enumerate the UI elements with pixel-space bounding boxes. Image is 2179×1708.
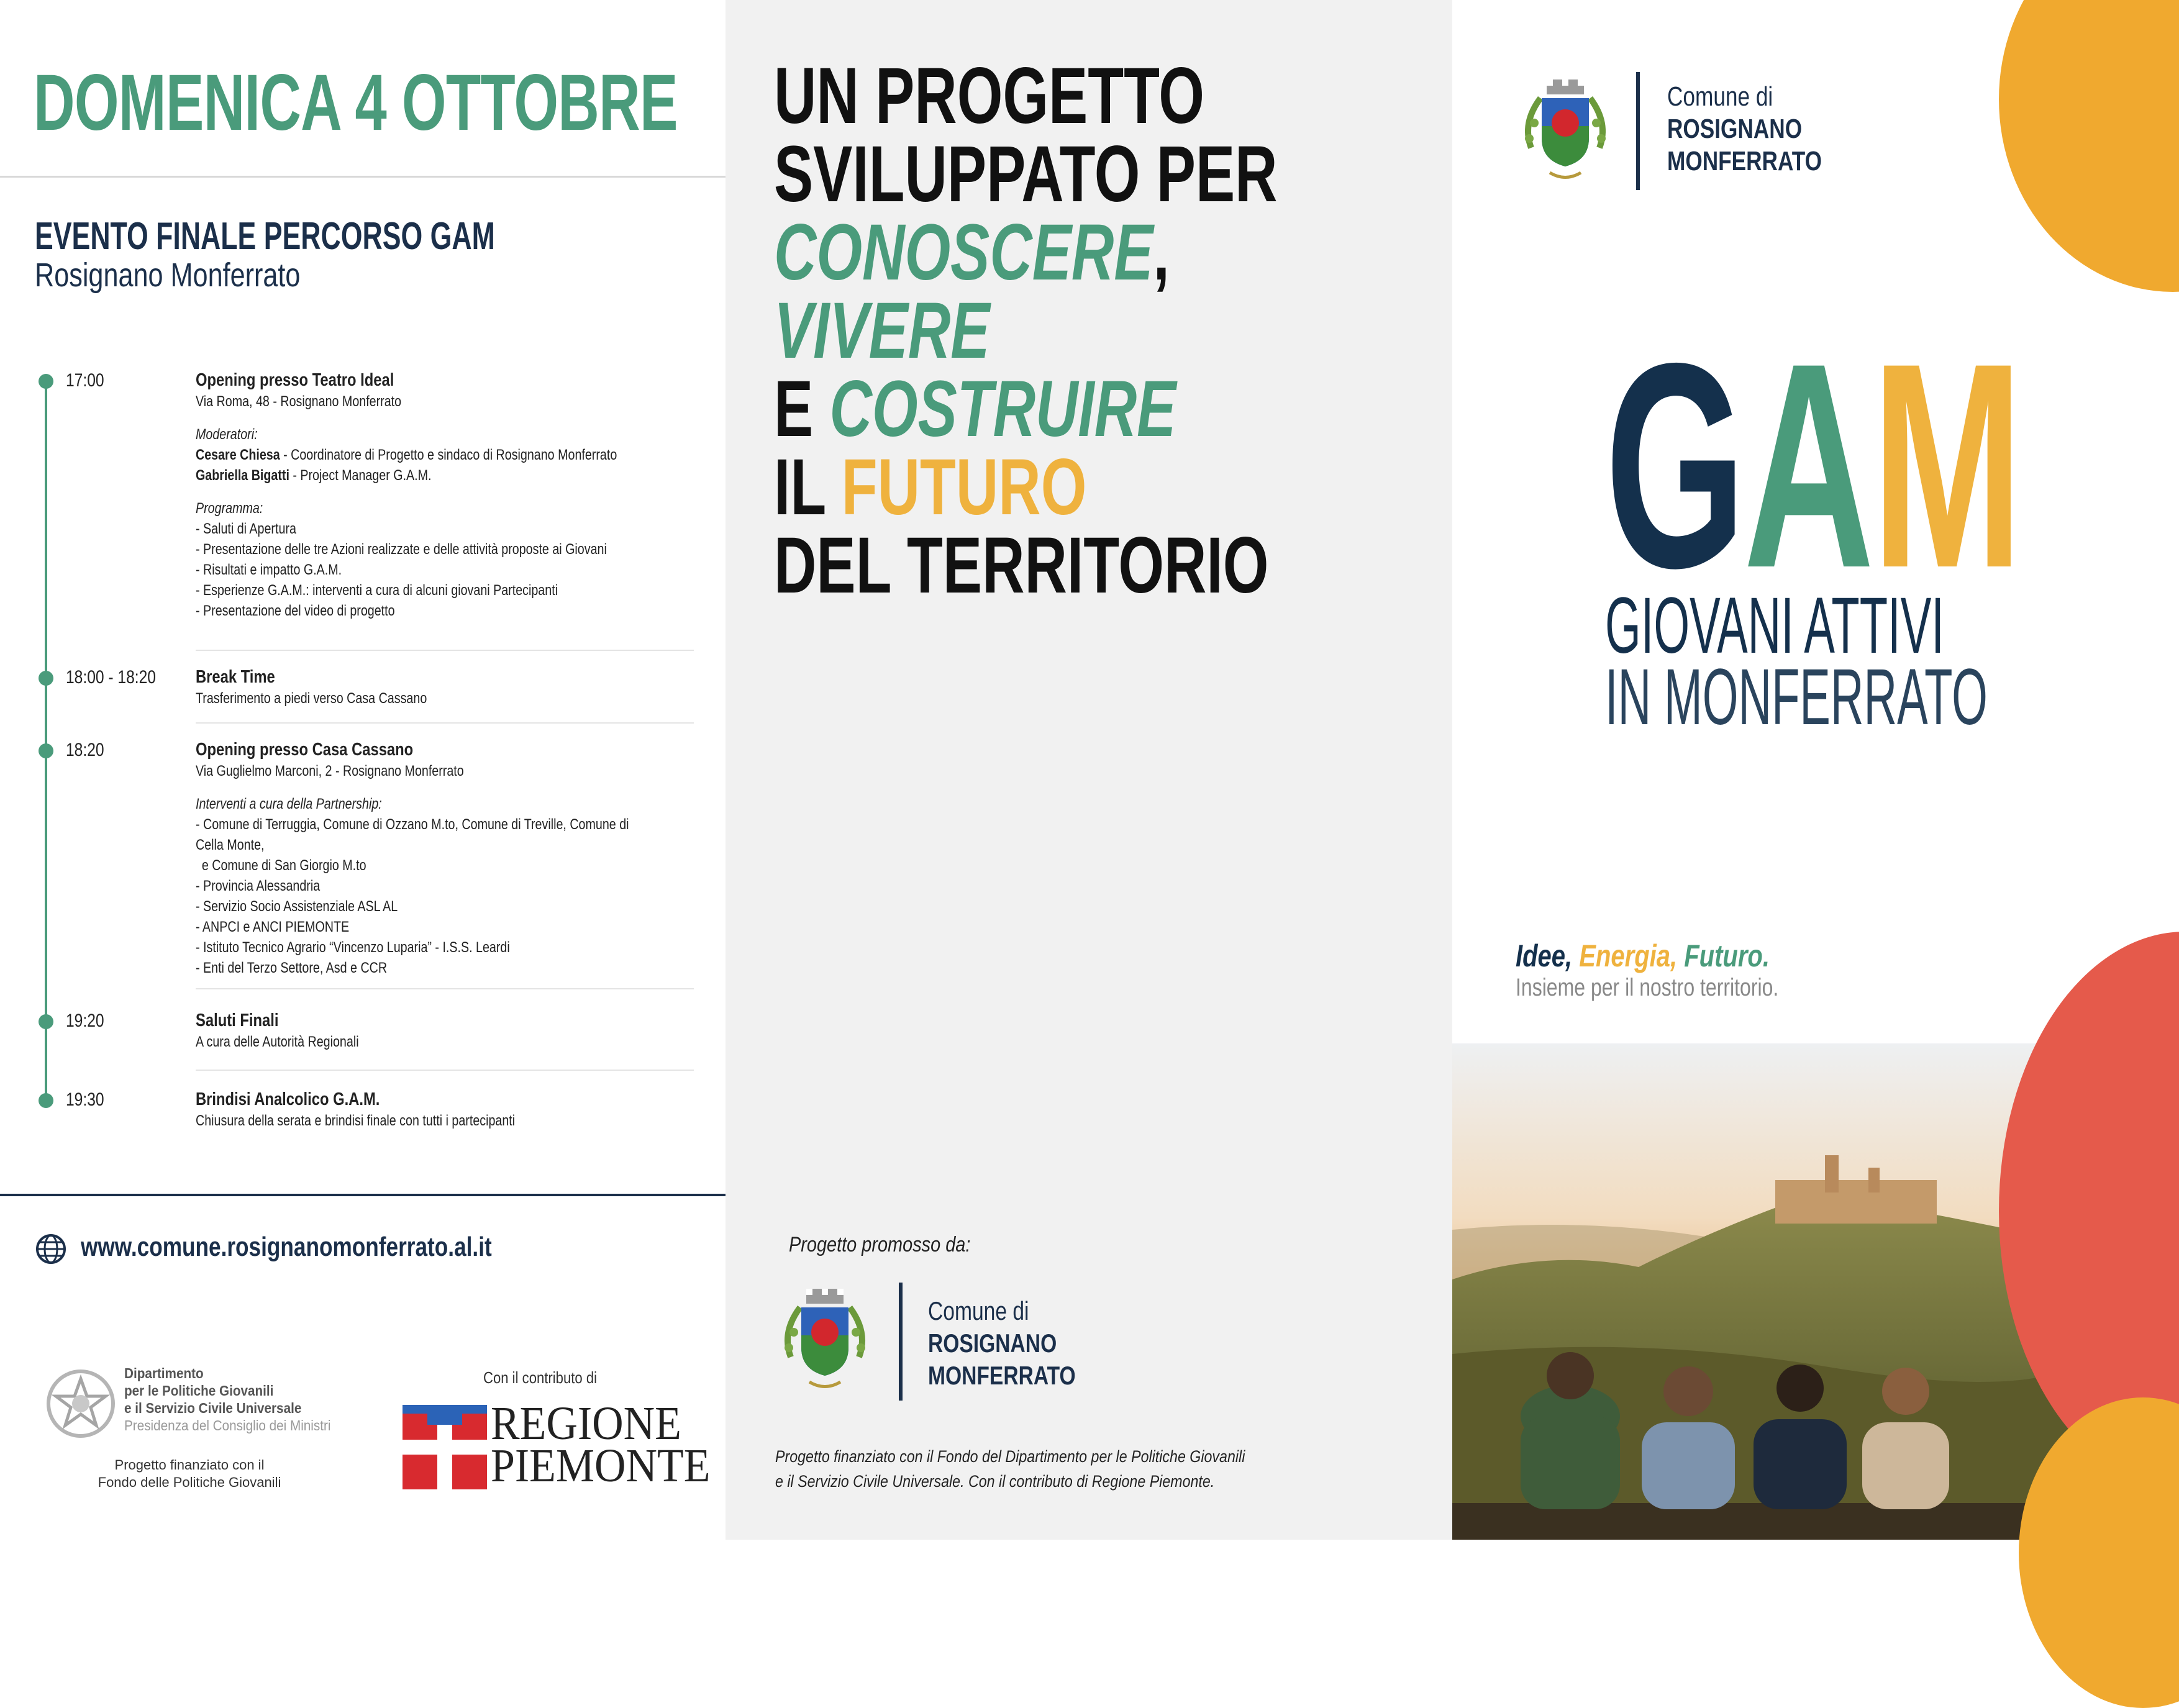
slogan-subtitle: Insieme per il nostro territorio.: [1516, 974, 1779, 1001]
comune-crest-logo: [775, 1279, 875, 1404]
divider: [0, 1194, 726, 1196]
time-label: 19:30: [66, 1089, 104, 1110]
program-label: Programma:: [196, 500, 263, 517]
promoted-by-label: Progetto promosso da:: [789, 1233, 971, 1256]
item-title: Brindisi Analcolico G.A.M.: [196, 1089, 380, 1109]
timeline-dot: [39, 374, 53, 389]
event-place: Rosignano Monferrato: [35, 257, 301, 294]
globe-icon: [35, 1233, 67, 1265]
intervento-item: - Servizio Socio Assistenziale ASL AL: [196, 898, 398, 915]
program-item: - Saluti di Apertura: [196, 520, 296, 537]
schedule-item: [196, 666, 634, 709]
comune-name: Comune di ROSIGNANO MONFERRATO: [1667, 81, 1822, 176]
item-title: Opening presso Casa Cassano: [196, 740, 414, 760]
program-item: - Risultati e impatto G.A.M.: [196, 561, 342, 578]
intervento-item: e Comune di San Giorgio M.to: [201, 857, 366, 874]
item-title: Break Time: [196, 667, 275, 687]
time-label: 17:00: [66, 370, 104, 391]
divider: [196, 722, 694, 724]
divider: [0, 176, 726, 178]
timeline-dot: [39, 671, 53, 686]
intervento-item: - Provincia Alessandria: [196, 878, 321, 894]
intervento-item: - Istituto Tecnico Agrario “Vincenzo Luparia” - I.S.S. Leardi: [196, 939, 510, 956]
item-desc: Trasferimento a piedi verso Casa Cassano: [196, 690, 427, 707]
moderators-label: Moderatori:: [196, 426, 258, 443]
intervento-item: - Comune di Terruggia, Comune di Ozzano M.to, Comune di Treville, Comune di Cella Monte,: [196, 816, 629, 853]
intervento-item: - Enti del Terzo Settore, Asd e CCR: [196, 960, 388, 976]
divider: [196, 988, 694, 989]
landscape-photo: [1452, 1043, 2073, 1540]
program-item: - Presentazione del video di progetto: [196, 602, 395, 619]
event-date: DOMENICA 4 OTTOBRE: [34, 58, 678, 147]
divider: [196, 650, 694, 651]
dipartimento-text: Dipartimento per le Politiche Giovanili e il Servizio Civile Universale Presidenza del Consiglio dei Ministri: [124, 1365, 331, 1433]
divider: [1636, 72, 1640, 190]
timeline-line: [45, 381, 47, 1102]
time-label: 18:00 - 18:20: [66, 667, 156, 688]
item-desc: Chiusura della serata e brindisi finale con tutti i partecipanti: [196, 1112, 516, 1129]
regione-piemonte-text: REGIONE PIEMONTE: [491, 1397, 711, 1492]
headline: UN PROGETTO SVILUPPATO PER CONOSCERE, VIVERE E COSTRUIRE IL FUTURO DEL TERRITORIO: [774, 52, 1278, 610]
item-address: Via Roma, 48 - Rosignano Monferrato: [196, 393, 402, 410]
website-link[interactable]: www.comune.rosignanomonferrato.al.it: [81, 1232, 492, 1262]
program-item: - Esperienze G.A.M.: interventi a cura di alcuni giovani Partecipanti: [196, 582, 558, 599]
moderator-line: Gabriella Bigatti - Project Manager G.A.M.: [196, 467, 432, 484]
moderator-line: Cesare Chiesa - Coordinatore di Progetto e sindaco di Rosignano Monferrato: [196, 447, 617, 463]
time-label: 19:20: [66, 1011, 104, 1031]
schedule-item: [196, 738, 634, 978]
timeline-dot: [39, 1093, 53, 1108]
gam-subtitle: GIOVANI ATTIVI: [1605, 581, 1944, 670]
divider: [196, 1070, 694, 1071]
item-desc: A cura delle Autorità Regionali: [196, 1033, 359, 1050]
funding-note: Progetto finanziato con il Fondo del Dipartimento per le Politiche Giovanili e il Servizio Civile Universale. Con il contributo di Regione Piemonte.: [775, 1447, 1245, 1491]
item-title: Saluti Finali: [196, 1011, 279, 1030]
dipartimento-caption: Progetto finanziato con il Fondo delle Politiche Giovanili: [98, 1457, 281, 1490]
schedule-item: [196, 1009, 634, 1052]
gam-subtitle: IN MONFERRATO: [1605, 653, 1988, 742]
comune-name: Comune di ROSIGNANO MONFERRATO: [928, 1296, 1076, 1390]
timeline-dot: [39, 1014, 53, 1029]
contributo-label: Con il contributo di: [483, 1368, 598, 1387]
item-title: Opening presso Teatro Ideal: [196, 370, 394, 390]
event-title: EVENTO FINALE PERCORSO GAM: [35, 215, 495, 258]
regione-piemonte-logo: [403, 1405, 487, 1489]
item-address: Via Guglielmo Marconi, 2 - Rosignano Monferrato: [196, 763, 464, 779]
timeline-dot: [39, 743, 53, 758]
slogan: Idee, Energia, Futuro.: [1516, 938, 1770, 973]
italian-emblem-logo: [43, 1366, 118, 1447]
schedule-item: [196, 369, 634, 621]
interventi-label: Interventi a cura della Partnership:: [196, 796, 382, 812]
intervento-item: - ANPCI e ANCI PIEMONTE: [196, 919, 350, 935]
schedule-item: [196, 1088, 634, 1131]
program-item: - Presentazione delle tre Azioni realizzate e delle attività proposte ai Giovani: [196, 541, 607, 558]
comune-crest-logo: [1516, 70, 1615, 194]
divider: [899, 1283, 903, 1401]
time-label: 18:20: [66, 740, 104, 760]
gam-logo: GAM: [1605, 302, 2021, 629]
